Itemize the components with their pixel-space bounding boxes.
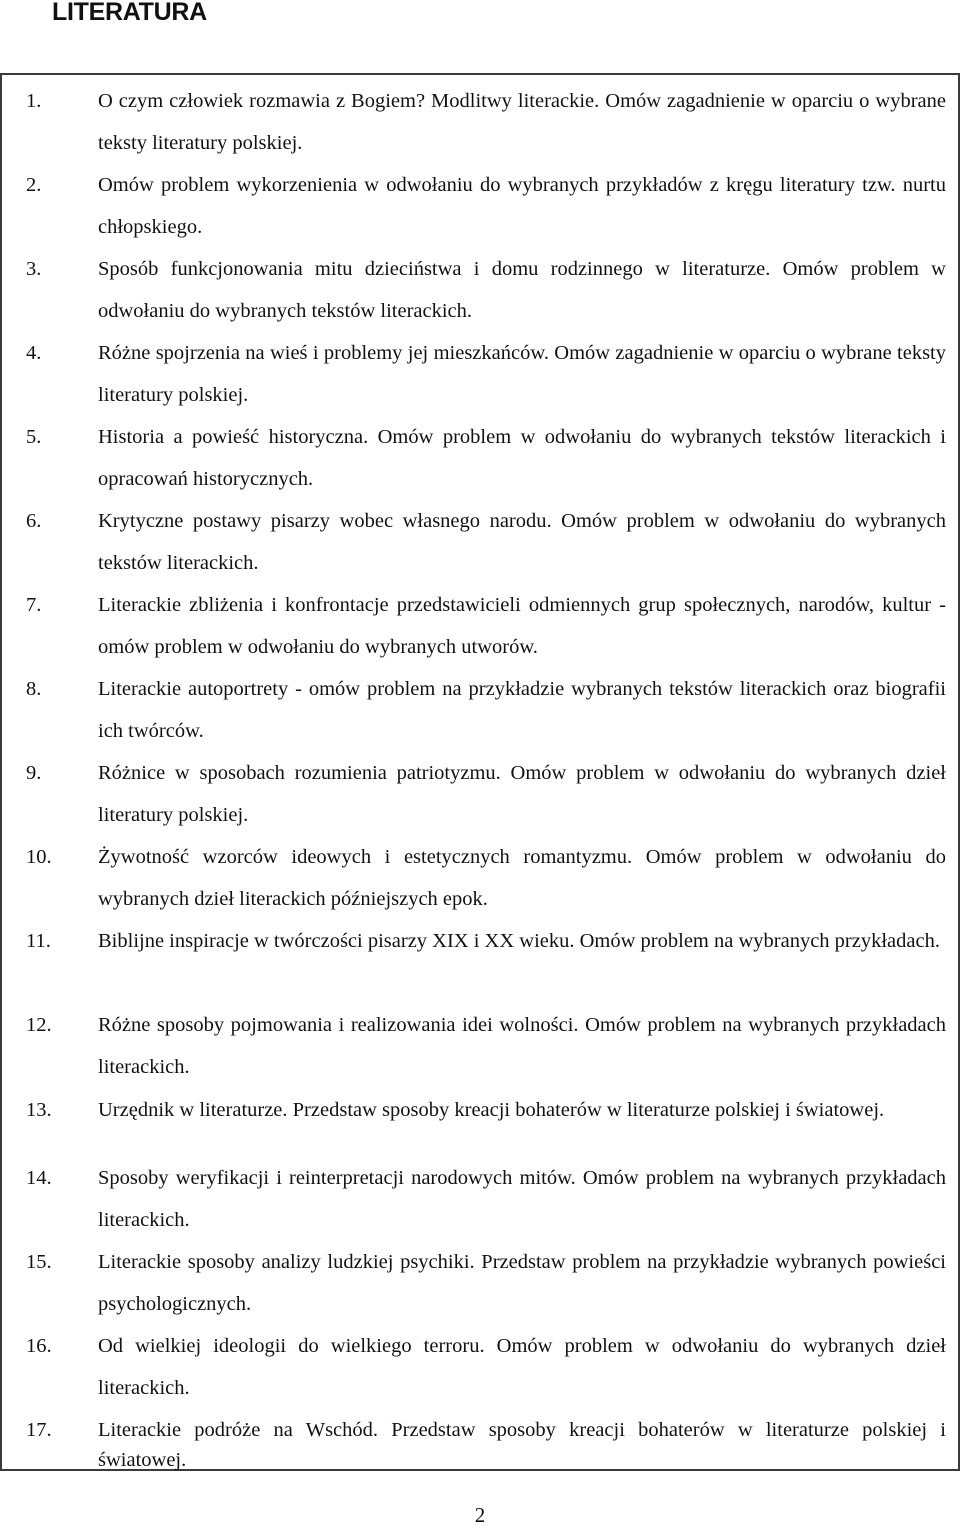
item-number: 17. [26,1419,52,1441]
item-number: 16. [26,1335,52,1357]
item-text: Literackie zbliżenia i konfrontacje przedstawicieli odmiennych grup społecznych, narodów, kultur - omów problem w odwołaniu do wybranych utworów. [98,594,946,658]
item-number: 13. [26,1099,52,1121]
page-title: LITERATURA [52,0,207,26]
item-number: 6. [26,510,42,532]
item-text: Literackie sposoby analizy ludzkiej psychiki. Przedstaw problem na przykładzie wybranych powieści psychologicznych. [98,1251,946,1315]
page-number: 2 [474,1503,486,1527]
item-number: 7. [26,594,42,616]
item-number: 15. [26,1251,52,1273]
item-text: Omów problem wykorzenienia w odwołaniu do wybranych przykładów z kręgu literatury tzw. nurtu chłopskiego. [98,174,946,238]
item-text: Różnice w sposobach rozumienia patriotyzmu. Omów problem w odwołaniu do wybranych dzieł literatury polskiej. [98,762,946,826]
item-number: 8. [26,678,42,700]
item-text: Literackie podróże na Wschód. Przedstaw sposoby kreacji bohaterów w literaturze polskiej i światowej. [98,1419,946,1471]
item-text: Różne spojrzenia na wieś i problemy jej mieszkańców. Omów zagadnienie w oparciu o wybrane teksty literatury polskiej. [98,342,946,406]
topic-list [0,73,960,1471]
item-number: 4. [26,342,42,364]
item-text: Urzędnik w literaturze. Przedstaw sposoby kreacji bohaterów w literaturze polskiej i światowej. [98,1099,885,1121]
item-text: Sposób funkcjonowania mitu dzieciństwa i domu rodzinnego w literaturze. Omów problem w odwołaniu do wybranych tekstów literackich. [98,258,946,322]
item-text: Historia a powieść historyczna. Omów problem w odwołaniu do wybranych tekstów literackich i opracowań historycznych. [98,426,946,490]
item-number: 9. [26,762,42,784]
item-text: Żywotność wzorców ideowych i estetycznych romantyzmu. Omów problem w odwołaniu do wybranych dzieł literackich późniejszych epok. [98,846,946,910]
item-number: 14. [26,1167,52,1189]
item-text: Od wielkiej ideologii do wielkiego terroru. Omów problem w odwołaniu do wybranych dzieł literackich. [98,1335,946,1399]
item-number: 5. [26,426,42,448]
item-number: 10. [26,846,52,868]
item-text: Sposoby weryfikacji i reinterpretacji narodowych mitów. Omów problem na wybranych przykładach literackich. [98,1167,946,1231]
item-number: 12. [26,1014,52,1036]
item-text: O czym człowiek rozmawia z Bogiem? Modlitwy literackie. Omów zagadnienie w oparciu o wybrane teksty literatury polskiej. [98,90,946,154]
item-text: Różne sposoby pojmowania i realizowania idei wolności. Omów problem na wybranych przykładach literackich. [98,1014,946,1078]
item-number: 1. [26,90,42,112]
item-number: 11. [26,930,51,952]
item-text: Literackie autoportrety - omów problem na przykładzie wybranych tekstów literackich oraz biografii ich twórców. [98,678,946,742]
item-number: 3. [26,258,42,280]
item-number: 2. [26,174,42,196]
item-text: Krytyczne postawy pisarzy wobec własnego narodu. Omów problem w odwołaniu do wybranych tekstów literackich. [98,510,946,574]
item-text: Biblijne inspiracje w twórczości pisarzy XIX i XX wieku. Omów problem na wybranych przykładach. [98,930,940,952]
